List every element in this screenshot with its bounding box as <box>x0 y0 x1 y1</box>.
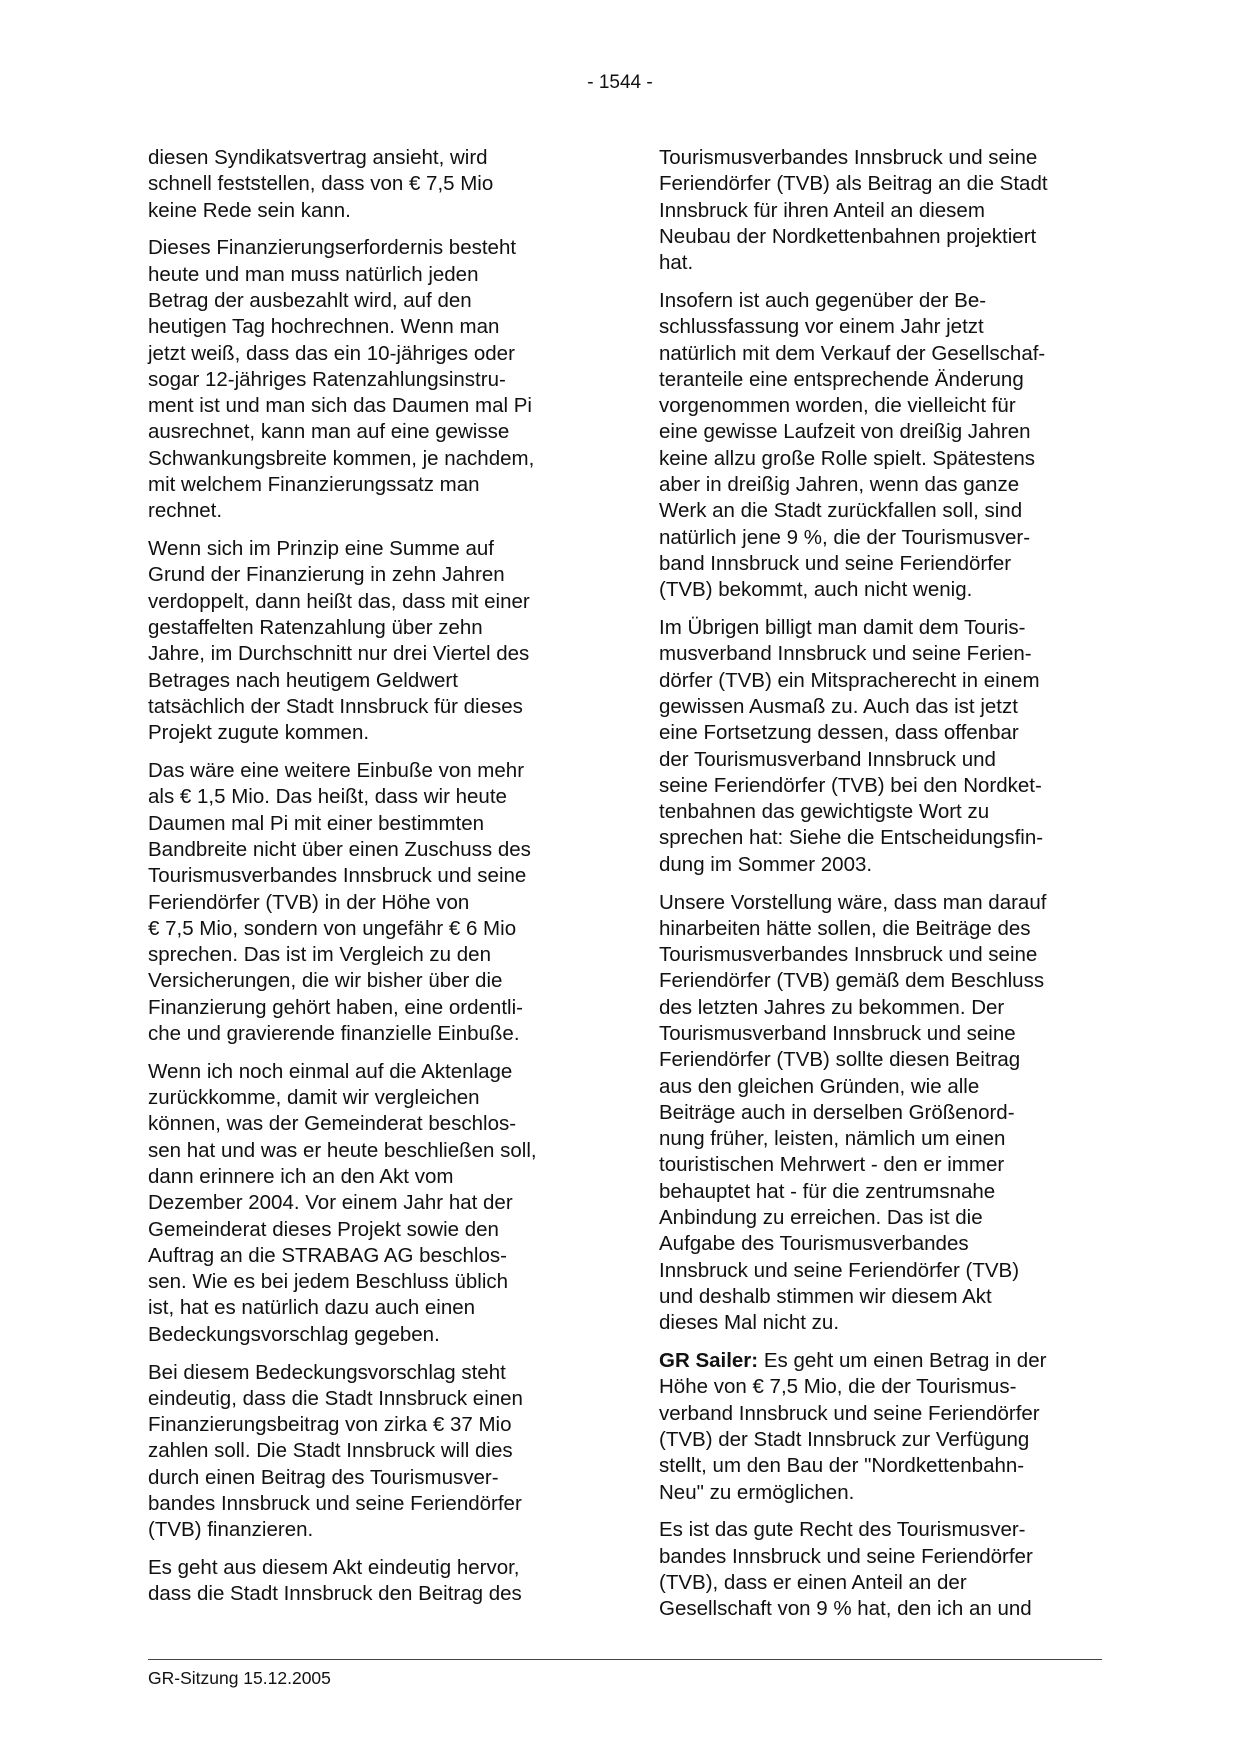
paragraph: Unsere Vorstellung wäre, dass man darauf hinarbeiten hätte sollen, die Beiträge des Tourismusverbandes Innsbruck und seine Feriendörfer (TVB) gemäß dem Beschluss des letzten Jahres zu bekommen. Der Tourismusverband Innsbruck und seine Feriendörfer (TVB) sollte diesen Beitrag aus den gleichen Gründen, wie alle Beiträge auch in derselben Größenord- nung früher, leisten, nämlich um einen touristischen Mehrwert - den er immer behauptet hat - für die zentrumsnahe Anbindung zu erreichen. Das ist die Aufgabe des Tourismusverbandes Innsbruck und seine Feriendörfer (TVB) und deshalb stimmen wir diesem Akt dieses Mal nicht zu. <box>659 890 1047 1335</box>
paragraph: Bei diesem Bedeckungsvorschlag steht eindeutig, dass die Stadt Innsbruck einen Finanzierungsbeitrag von zirka € 37 Mio zahlen soll. Die Stadt Innsbruck will dies durch einen Beitrag des Tourismusver- bandes Innsbruck und seine Feriendörfer (TVB) finanzieren. <box>148 1360 523 1542</box>
right-column <box>659 145 1099 1634</box>
speaker-paragraph <box>659 1348 1099 1506</box>
paragraph: Im Übrigen billigt man damit dem Touris- musverband Innsbruck und seine Ferien- dörfer (TVB) ein Mitspracherecht in einem gewissen Ausmaß zu. Auch das ist jetzt eine Fortsetzung dessen, dass offenbar der Tourismusverband Innsbruck und seine Feriendörfer (TVB) bei den Nordket- tenbahnen das gewichtigste Wort zu sprechen hat: Siehe die Entscheidungsfin- dung im Sommer 2003. <box>659 616 1044 876</box>
speaker-statement: Es geht um einen Betrag in der Höhe von € 7,5 Mio, die der Tourismus- verband Innsbruck und seine Feriendörfer (TVB) der Stadt Innsbruck zur Verfügung stellt, um den Bau der "Nordkettenbahn- Neu" zu ermöglichen. <box>659 1349 1047 1504</box>
paragraph: Wenn ich noch einmal auf die Aktenlage zurückkomme, damit wir vergleichen können, was der Gemeinderat beschlos- sen hat und was er heute beschließen soll, dann erinnere ich an den Akt vom Dezember 2004. Vor einem Jahr hat der Gemeinderat dieses Projekt sowie den Auftrag an die STRABAG AG beschlos- sen. Wie es bei jedem Beschluss üblich ist, hat es natürlich dazu auch einen Bedeckungsvorschlag gegeben. <box>148 1059 537 1346</box>
paragraph: diesen Syndikatsvertrag ansieht, wird schnell feststellen, dass von € 7,5 Mio keine Rede sein kann. <box>148 146 494 222</box>
left-column <box>148 145 588 1619</box>
paragraph: Es geht aus diesem Akt eindeutig hervor, dass die Stadt Innsbruck den Beitrag des <box>148 1556 522 1606</box>
paragraph: Insofern ist auch gegenüber der Be- schlussfassung vor einem Jahr jetzt natürlich mit dem Verkauf der Gesellschaf- teranteile eine entsprechende Änderung vorgenommen worden, die vielleicht für eine gewisse Laufzeit von dreißig Jahren keine allzu große Rolle spielt. Spätestens aber in dreißig Jahren, wenn das ganze Werk an die Stadt zurückfallen soll, sind natürlich jene 9 %, die der Tourismusver- band Innsbruck und seine Feriendörfer (TVB) bekommt, auch nicht wenig. <box>659 288 1046 602</box>
speaker-name: GR Sailer: <box>659 1349 759 1373</box>
paragraph: Es ist das gute Recht des Tourismusver- bandes Innsbruck und seine Feriendörfer (TVB), dass er einen Anteil an der Gesellschaft von 9 % hat, den ich an und <box>659 1518 1033 1621</box>
paragraph: Dieses Finanzierungserfordernis besteht heute und man muss natürlich jeden Betrag der ausbezahlt wird, auf den heutigen Tag hochrechnen. Wenn man jetzt weiß, dass das ein 10-jähriges oder sogar 12-jähriges Ratenzahlungsinstru- ment ist und man sich das Daumen mal Pi ausrechnet, kann man auf eine gewisse Schwankungsbreite kommen, je nachdem, mit welchem Finanzierungssatz man rechnet. <box>148 236 535 523</box>
paragraph: Tourismusverbandes Innsbruck und seine Feriendörfer (TVB) als Beitrag an die Stadt Innsbruck für ihren Anteil an diesem Neubau der Nordkettenbahnen projektiert hat. <box>659 146 1048 275</box>
paragraph: Das wäre eine weitere Einbuße von mehr als € 1,5 Mio. Das heißt, dass wir heute Daumen mal Pi mit einer bestimmten Bandbreite nicht über einen Zuschuss des Tourismusverbandes Innsbruck und seine Feriendörfer (TVB) in der Höhe von € 7,5 Mio, sondern von ungefähr € 6 Mio sprechen. Das ist im Vergleich zu den Versicherungen, die wir bisher über die Finanzierung gehört haben, eine ordentli- che und gravierende finanzielle Einbuße. <box>148 759 531 1045</box>
paragraph: Wenn sich im Prinzip eine Summe auf Grund der Finanzierung in zehn Jahren verdoppelt, dann heißt das, dass mit einer gestaffelten Ratenzahlung über zehn Jahre, im Durchschnitt nur drei Viertel des Betrages nach heutigem Geldwert tatsächlich der Stadt Innsbruck für dieses Projekt zugute kommen. <box>148 537 530 745</box>
footer-divider <box>148 1659 1102 1660</box>
page-number: - 1544 - <box>587 72 653 93</box>
footer-session-date: GR-Sitzung 15.12.2005 <box>148 1668 331 1688</box>
